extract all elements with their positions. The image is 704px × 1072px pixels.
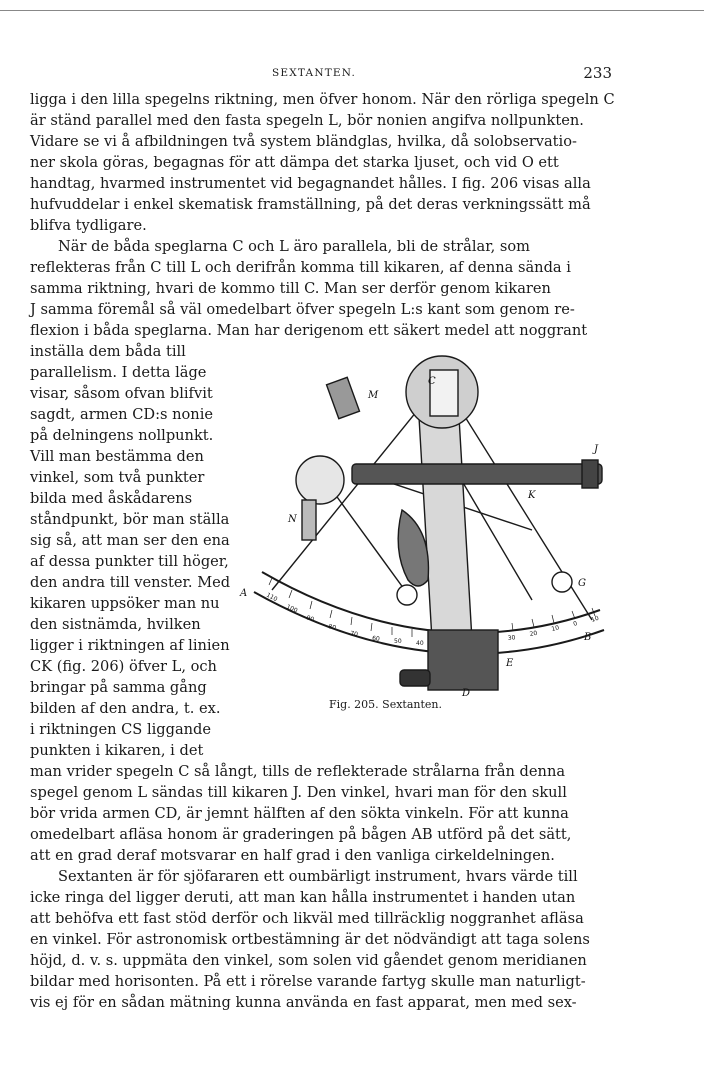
text-line: vis ej för en sådan mätning kunna använda en fast apparat, men med sex- [30,994,577,1011]
text-line: af dessa punkter till höger, [30,553,229,570]
shade-glasses-top [327,377,360,418]
text-line: reflekteras från C till L och derifrån komma till kikaren, af denna sända i [30,259,571,276]
running-header [0,64,704,84]
shade-glasses-side [302,500,316,540]
text-line: sagdt, armen CD:s nonie [30,406,214,423]
text-line: den andra till venster. Med [30,574,231,591]
scale-number: 90 [305,614,315,624]
text-line: att en grad deraf motsvarar en half grad i den vanliga cirkeldelningen. [30,847,555,864]
text-line: J samma föremål så väl omedelbart öfver spegeln L:s kant som genom re- [30,301,575,318]
text-line: höjd, d. v. s. uppmäta den vinkel, som solen vid gåendet genom meridianen [30,952,587,969]
text-line: icke ringa del ligger deruti, att man kan hålla instrumentet i handen utan [30,889,576,906]
text-line: hufvuddelar i enkel skematisk framställning, på det deras verkningssätt må [30,196,591,213]
scale-number: 80 [327,623,337,632]
text-line: inställa dem båda till [30,343,186,360]
index-arm [418,400,472,640]
telescope-eyepiece [582,460,598,488]
page-number: 233 [583,64,612,82]
scale-number: 0 [572,620,579,628]
text-line: bör vrida armen CD, är jemnt hälften af den sökta vinkeln. För att kunna [30,805,569,822]
text-line: bilden af den andra, t. ex. [30,700,221,717]
text-line: punkten i kikaren, i det [30,742,204,759]
sextant-figure [232,340,612,712]
horizon-mirror [296,456,344,504]
vernier-clamp [428,630,498,690]
scale-number: 70 [349,630,359,639]
label-j: J [594,444,599,455]
scale-number: 20 [529,629,538,638]
text-line: flexion i båda speglarna. Man har derigenom ett säkert medel att noggrant [30,322,588,339]
label-d: D [462,688,471,699]
text-line: omedelbart afläsa honom är graderingen på bågen AB utförd på det sätt, [30,826,572,843]
label-m: M [368,390,379,401]
text-line: bringar på samma gång [30,679,207,696]
top-rule [0,10,704,11]
text-line: spegel genom L sändas till kikaren J. Den vinkel, hvari man för den skull [30,784,567,801]
tangent-screw [400,670,430,686]
text-line: en vinkel. För astronomisk ortbestämning är det nödvändigt att taga solens [30,931,590,948]
label-e: E [506,658,514,669]
label-b: B [584,632,592,643]
scale-number: 30 [507,634,516,642]
text-line: Vidare se vi å afbildningen två system bländglas, hvilka, då solobservatio- [30,133,577,150]
text-line: är ständ parallel med den fasta spegeln L, bör nonien angifva nollpunkten. [30,112,584,129]
text-line: parallelism. I detta läge [30,364,207,381]
text-line: ligga i den lilla spegelns riktning, men öfver honom. När den rörliga spegeln C [30,91,615,108]
magnifier-ring [552,572,572,592]
label-a: A [240,588,248,599]
handle [398,510,428,586]
text-line: den sistnämda, hvilken [30,616,201,633]
scale-number: 60 [371,635,381,643]
text-line: sig så, att man ser den ena [30,532,230,549]
text-line: När de båda speglarna C och L äro parallela, bli de strålar, som [58,238,530,255]
text-line: blifva tydligare. [30,217,147,234]
figure-caption: Fig. 205. Sextanten. [329,698,442,711]
telescope-tube [352,464,602,484]
text-line: ner skola göras, begagnas för att dämpa det starka ljuset, och vid O ett [30,154,559,171]
label-g: G [578,578,586,589]
text-line: ståndpunkt, bör man ställa [30,511,230,528]
text-line: på delningens nollpunkt. [30,427,214,444]
sextant-illustration [232,340,612,700]
text-line: vinkel, som två punkter [30,469,205,486]
running-title: SEXTANTEN. [272,67,357,79]
text-line: man vrider spegeln C så långt, tills de reflekterade strålarna från denna [30,763,566,780]
text-line: att behöfva ett fast stöd derför och likväl med tillräcklig noggranhet afläsa [30,910,584,927]
scale-number: 100 [285,603,299,615]
scale-number: 50 [394,638,402,645]
text-line: i riktningen CS liggande [30,721,212,738]
text-line: ligger i riktningen af linien [30,637,230,654]
scale-number: 10 [550,624,560,633]
scale-number: 40 [416,640,424,647]
label-k: K [528,490,536,501]
text-line: Sextanten är för sjöfararen ett oumbärligt instrument, hvars värde till [58,868,578,885]
text-line: bildar med horisonten. På ett i rörelse varande fartyg skulle man naturligt- [30,973,586,990]
scale-number: 10 [590,614,600,624]
scale-number: 110 [265,591,279,604]
text-line: kikaren uppsöker man nu [30,595,220,612]
text-line: samma riktning, hvari de kommo till C. Man ser derför genom kikaren [30,280,551,297]
label-c: C [428,376,436,387]
text-line: bilda med åskådarens [30,490,193,507]
pivot-ring [397,585,417,605]
text-line: visar, såsom ofvan blifvit [30,385,213,402]
text-line: CK (fig. 206) öfver L, och [30,658,217,675]
text-line: Vill man bestämma den [30,448,204,465]
label-n: N [288,514,297,525]
text-line: handtag, hvarmed instrumentet vid begagnandet hålles. I fig. 206 visas alla [30,175,591,192]
